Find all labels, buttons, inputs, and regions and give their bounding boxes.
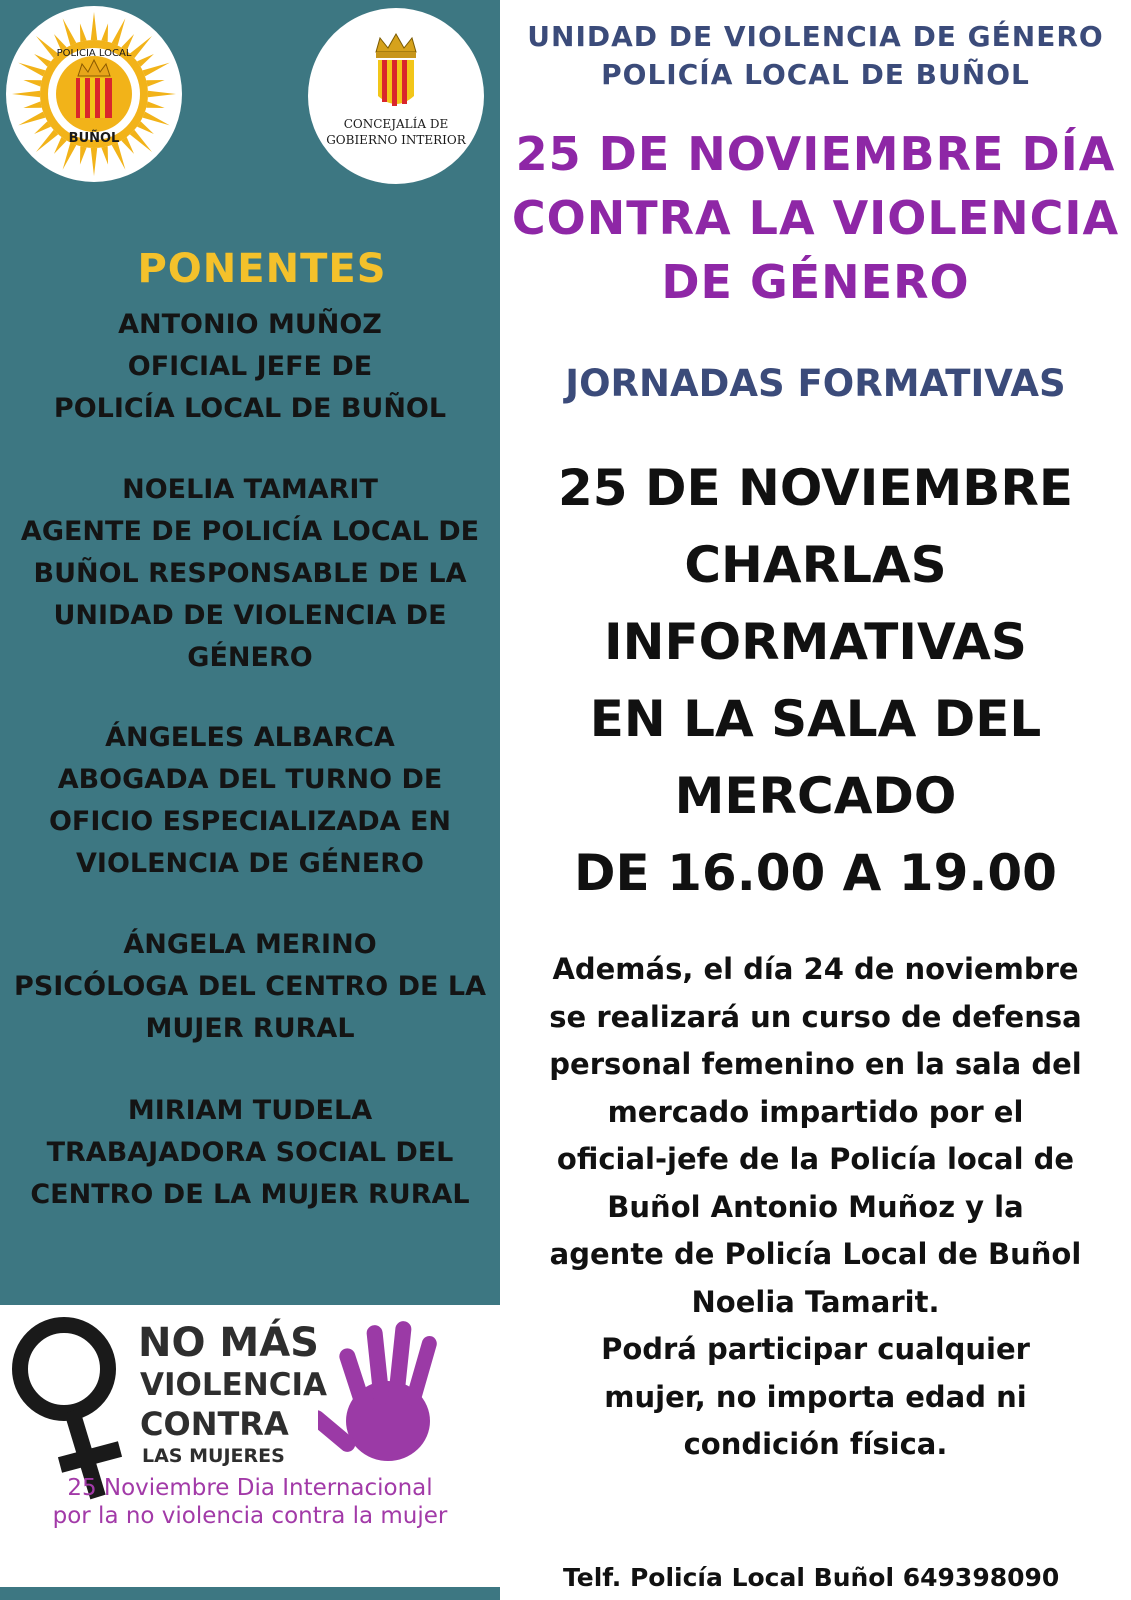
badge-ray [80,23,87,41]
banner-line2: VIOLENCIA [140,1367,328,1403]
banner-footer-line1: 25 Noviembre Dia Internacional [67,1475,433,1501]
paragraph-line: Buñol Antonio Muñoz y la [607,1189,1024,1224]
event-line: INFORMATIVAS [604,613,1027,671]
badge-ray [36,130,58,152]
course-paragraph [500,946,1131,1469]
speaker-line: OFICIAL JEFE DE [127,351,373,382]
badge-ray [54,137,67,154]
badge-ray [148,91,176,97]
badge-ray [101,23,108,41]
concejalia-logo [308,8,484,184]
speaker-line: MUJER RURAL [145,1013,355,1044]
concejalia-line2: GOBIERNO INTERIOR [326,133,466,147]
badge-ray [121,137,134,154]
day-title-line: 25 DE NOVIEMBRE DÍA [515,127,1116,181]
badge-ray [23,101,41,108]
paragraph-line: Noelia Tamarit. [691,1284,940,1319]
event-line: EN LA SALA DEL [589,690,1042,748]
police-local-badge-logo [6,6,182,182]
banner-line1: NO MÁS [138,1320,319,1366]
paragraph-line: se realizará un curso de defensa [549,999,1082,1034]
badge-ray [34,54,51,67]
paragraph-line: mujer, no importa edad ni [604,1379,1027,1414]
badge-ray [91,148,97,176]
banner-line4: LAS MUJERES [142,1445,285,1467]
badge-ray [18,112,45,126]
badge-ray [146,80,164,87]
speaker-line: NOELIA TAMARIT [122,474,378,505]
speaker-3 [0,717,500,885]
badge-ray [137,121,154,134]
event-line: 25 DE NOVIEMBRE [557,459,1074,517]
purple-hand-icon [318,1311,448,1471]
unit-heading-line: POLICÍA LOCAL DE BUÑOL [601,58,1030,91]
jornadas-title: JORNADAS FORMATIVAS [565,362,1066,405]
speaker-line: ANTONIO MUÑOZ [118,309,382,340]
badge-ray [80,146,87,164]
speaker-line: ÁNGELA MERINO [123,929,377,960]
speaker-line: MIRIAM TUDELA [127,1095,373,1126]
coat-of-arms-icon [308,8,484,184]
police-badge-bottom-text: BUÑOL [68,131,120,146]
day-title-line: DE GÉNERO [661,255,970,309]
badge-ray [146,101,164,108]
police-badge-top-text: POLICIA LOCAL [56,48,132,59]
unit-heading-line: UNIDAD DE VIOLENCIA DE GÉNERO [527,20,1104,53]
badge-ray [101,146,108,164]
speaker-line: ÁNGELES ALBARCA [105,722,395,753]
banner-line3: CONTRA [140,1405,289,1443]
speaker-line: CENTRO DE LA MUJER RURAL [30,1179,470,1210]
badge-ray [143,63,170,77]
paragraph-line: agente de Policía Local de Buñol [549,1237,1082,1271]
speaker-line: ABOGADA DEL TURNO DE [57,764,443,795]
speaker-5 [0,1090,500,1216]
paragraph-line: Además, el día 24 de noviembre [552,952,1079,986]
badge-ray [18,63,45,77]
badge-ray [143,112,170,126]
speaker-line: VIOLENCIA DE GÉNERO [76,848,424,879]
badge-ray [34,121,51,134]
badge-ray [63,143,77,170]
badge-ray [112,143,126,170]
speaker-line: UNIDAD DE VIOLENCIA DE [53,600,447,631]
paragraph-line: personal femenino en la sala del [549,1047,1082,1081]
unit-heading [500,18,1131,94]
speaker-line: BUÑOL RESPONSABLE DE LA [33,558,467,589]
speaker-2 [0,469,500,679]
speaker-4 [0,924,500,1050]
banner-footer-line2: por la no violencia contra la mujer [52,1503,448,1529]
event-line: CHARLAS [684,536,947,594]
speaker-1 [0,304,500,430]
badge-ray [137,54,154,67]
police-badge-icon [6,6,182,182]
speaker-line: GÉNERO [187,642,313,673]
paragraph-line: oficial-jefe de la Policía local de [556,1142,1075,1176]
day-title [500,122,1131,314]
event-line: DE 16.00 A 19.00 [574,844,1057,902]
speaker-line: OFICIO ESPECIALIZADA EN [48,806,451,837]
speaker-line: PSICÓLOGA DEL CENTRO DE LA [14,971,486,1002]
badge-ray [91,12,97,40]
badge-ray [63,18,77,45]
day-title-line: CONTRA LA VIOLENCIA [511,191,1120,245]
badge-ray [12,91,40,97]
event-line: MERCADO [674,767,957,825]
concejalia-line1: CONCEJALÍA DE [343,117,449,131]
paragraph-line: mercado impartido por el [607,1094,1024,1129]
speaker-line: TRABAJADORA SOCIAL DEL [46,1137,454,1168]
phone-contact: Telf. Policía Local Buñol 649398090 [563,1563,1060,1592]
paragraph-line: Podrá participar cualquier [601,1332,1030,1366]
badge-ray [36,36,58,58]
speaker-line: AGENTE DE POLICÍA LOCAL DE [20,516,480,547]
badge-ray [130,130,152,152]
badge-ray [130,36,152,58]
no-mas-violencia-banner [0,1305,500,1587]
badge-ray [23,80,41,87]
speaker-line: POLICÍA LOCAL DE BUÑOL [53,393,447,424]
event-details [500,450,1131,912]
ponentes-title: PONENTES [137,246,387,292]
paragraph-line: condición física. [683,1427,948,1461]
badge-ray [112,18,126,45]
